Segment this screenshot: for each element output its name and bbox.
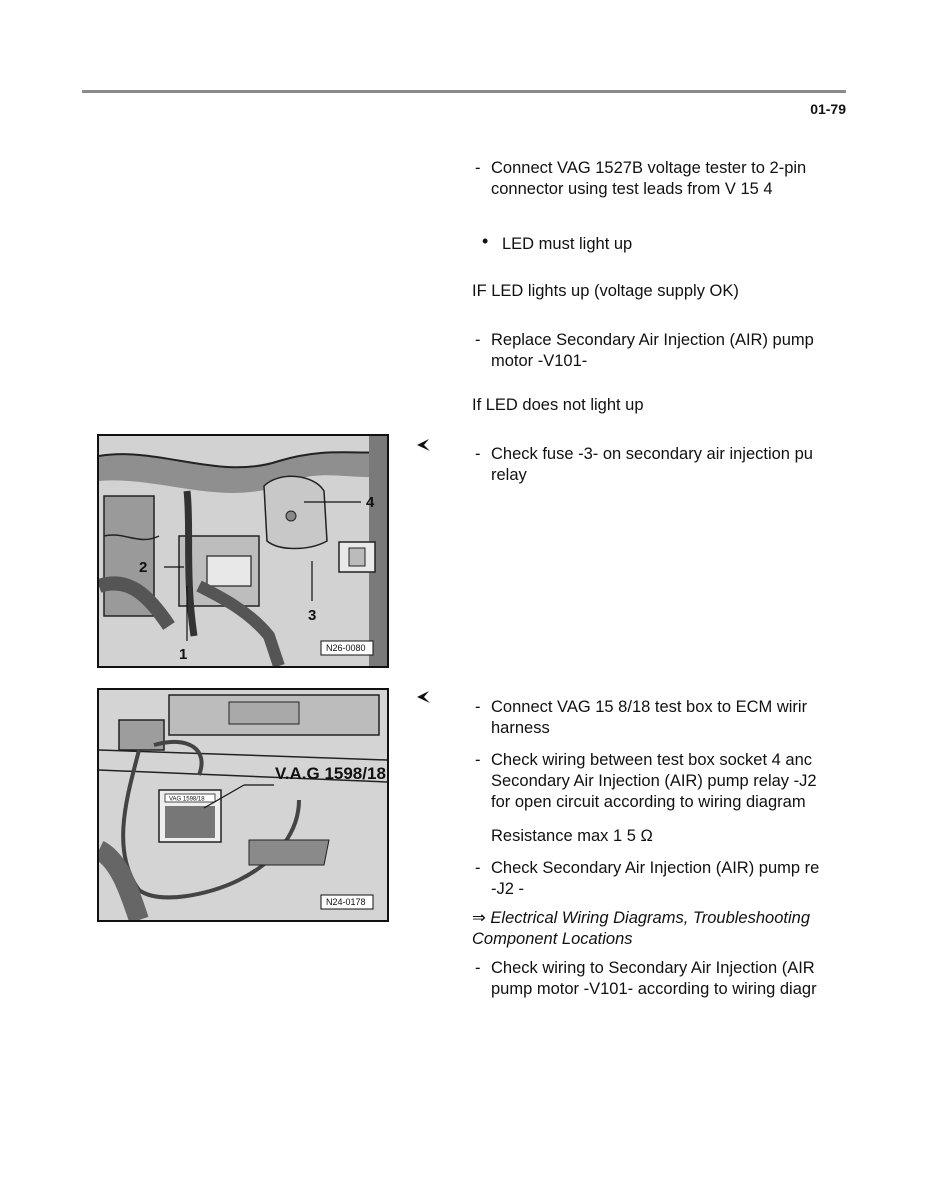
- list-dash: -: [475, 698, 481, 716]
- step-text-line: Check wiring to Secondary Air Injection (AIR: [491, 959, 815, 977]
- condition-led-lights: IF LED lights up (voltage supply OK): [472, 282, 739, 300]
- step-replace-pump-motor: [472, 330, 865, 372]
- figure-fuse-relay-photo: [97, 434, 389, 668]
- list-dash: -: [475, 331, 481, 349]
- test-box-label: VAG 1598/18: [169, 796, 205, 803]
- list-dash: -: [475, 959, 481, 977]
- step-text-line: Replace Secondary Air Injection (AIR) pump: [491, 331, 814, 349]
- figure-image-code: N26-0080: [326, 643, 366, 653]
- figure-tool-label: V.A.G 1598/18: [275, 764, 386, 783]
- bullet-icon: •: [482, 234, 489, 251]
- step-text-line: Check fuse -3- on secondary air injection pu: [491, 445, 813, 463]
- figure-test-box-photo: [97, 688, 389, 922]
- step-text-line: harness: [491, 719, 550, 737]
- list-dash: -: [475, 751, 481, 769]
- step-check-wiring-relay: [472, 750, 865, 813]
- list-dash: -: [475, 159, 481, 177]
- figure-callout: 1: [179, 646, 188, 663]
- figure-image-code: N24-0178: [326, 897, 366, 907]
- step-text-line: -J2 -: [491, 880, 524, 898]
- reference-link-line[interactable]: ⇒ Electrical Wiring Diagrams, Troubleshooting: [472, 909, 810, 927]
- header-rule: [82, 90, 846, 93]
- step-text-line: Check Secondary Air Injection (AIR) pump re: [491, 859, 820, 877]
- reference-link-line[interactable]: Component Locations: [472, 930, 633, 948]
- step-connect-test-box: [472, 697, 865, 739]
- wiring-diagram-reference[interactable]: [472, 908, 846, 950]
- list-dash: -: [475, 859, 481, 877]
- step-text-line: Secondary Air Injection (AIR) pump relay -J2: [491, 772, 817, 790]
- step-connect-voltage-tester: [472, 158, 865, 200]
- condition-led-not-lights: If LED does not light up: [472, 396, 644, 414]
- list-dash: -: [475, 445, 481, 463]
- step-text-line: motor -V101-: [491, 352, 588, 370]
- step-check-pump-relay: [472, 858, 865, 900]
- bullet-led-must-light: [472, 234, 876, 255]
- step-text-line: connector using test leads from V 15 4: [491, 180, 773, 198]
- page-number: 01-79: [810, 101, 846, 117]
- step-check-wiring-motor: [472, 958, 865, 1000]
- figure-callout: 3: [308, 607, 317, 624]
- step-text-line: pump motor -V101- according to wiring diagr: [491, 980, 817, 998]
- bullet-text: LED must light up: [502, 235, 633, 253]
- pointer-arrow-icon: [416, 690, 432, 704]
- step-text-line: Connect VAG 15 8/18 test box to ECM wirir: [491, 698, 808, 716]
- resistance-spec: Resistance max 1 5 Ω: [491, 827, 653, 845]
- step-text-line: Connect VAG 1527B voltage tester to 2-pin: [491, 159, 807, 177]
- step-check-fuse: [472, 444, 865, 486]
- step-text-line: Check wiring between test box socket 4 anc: [491, 751, 813, 769]
- step-text-line: for open circuit according to wiring diagram: [491, 793, 806, 811]
- figure-callout: 4: [366, 494, 375, 511]
- pointer-arrow-icon: [416, 438, 432, 452]
- step-text-line: relay: [491, 466, 527, 484]
- figure-callout: 2: [139, 559, 148, 576]
